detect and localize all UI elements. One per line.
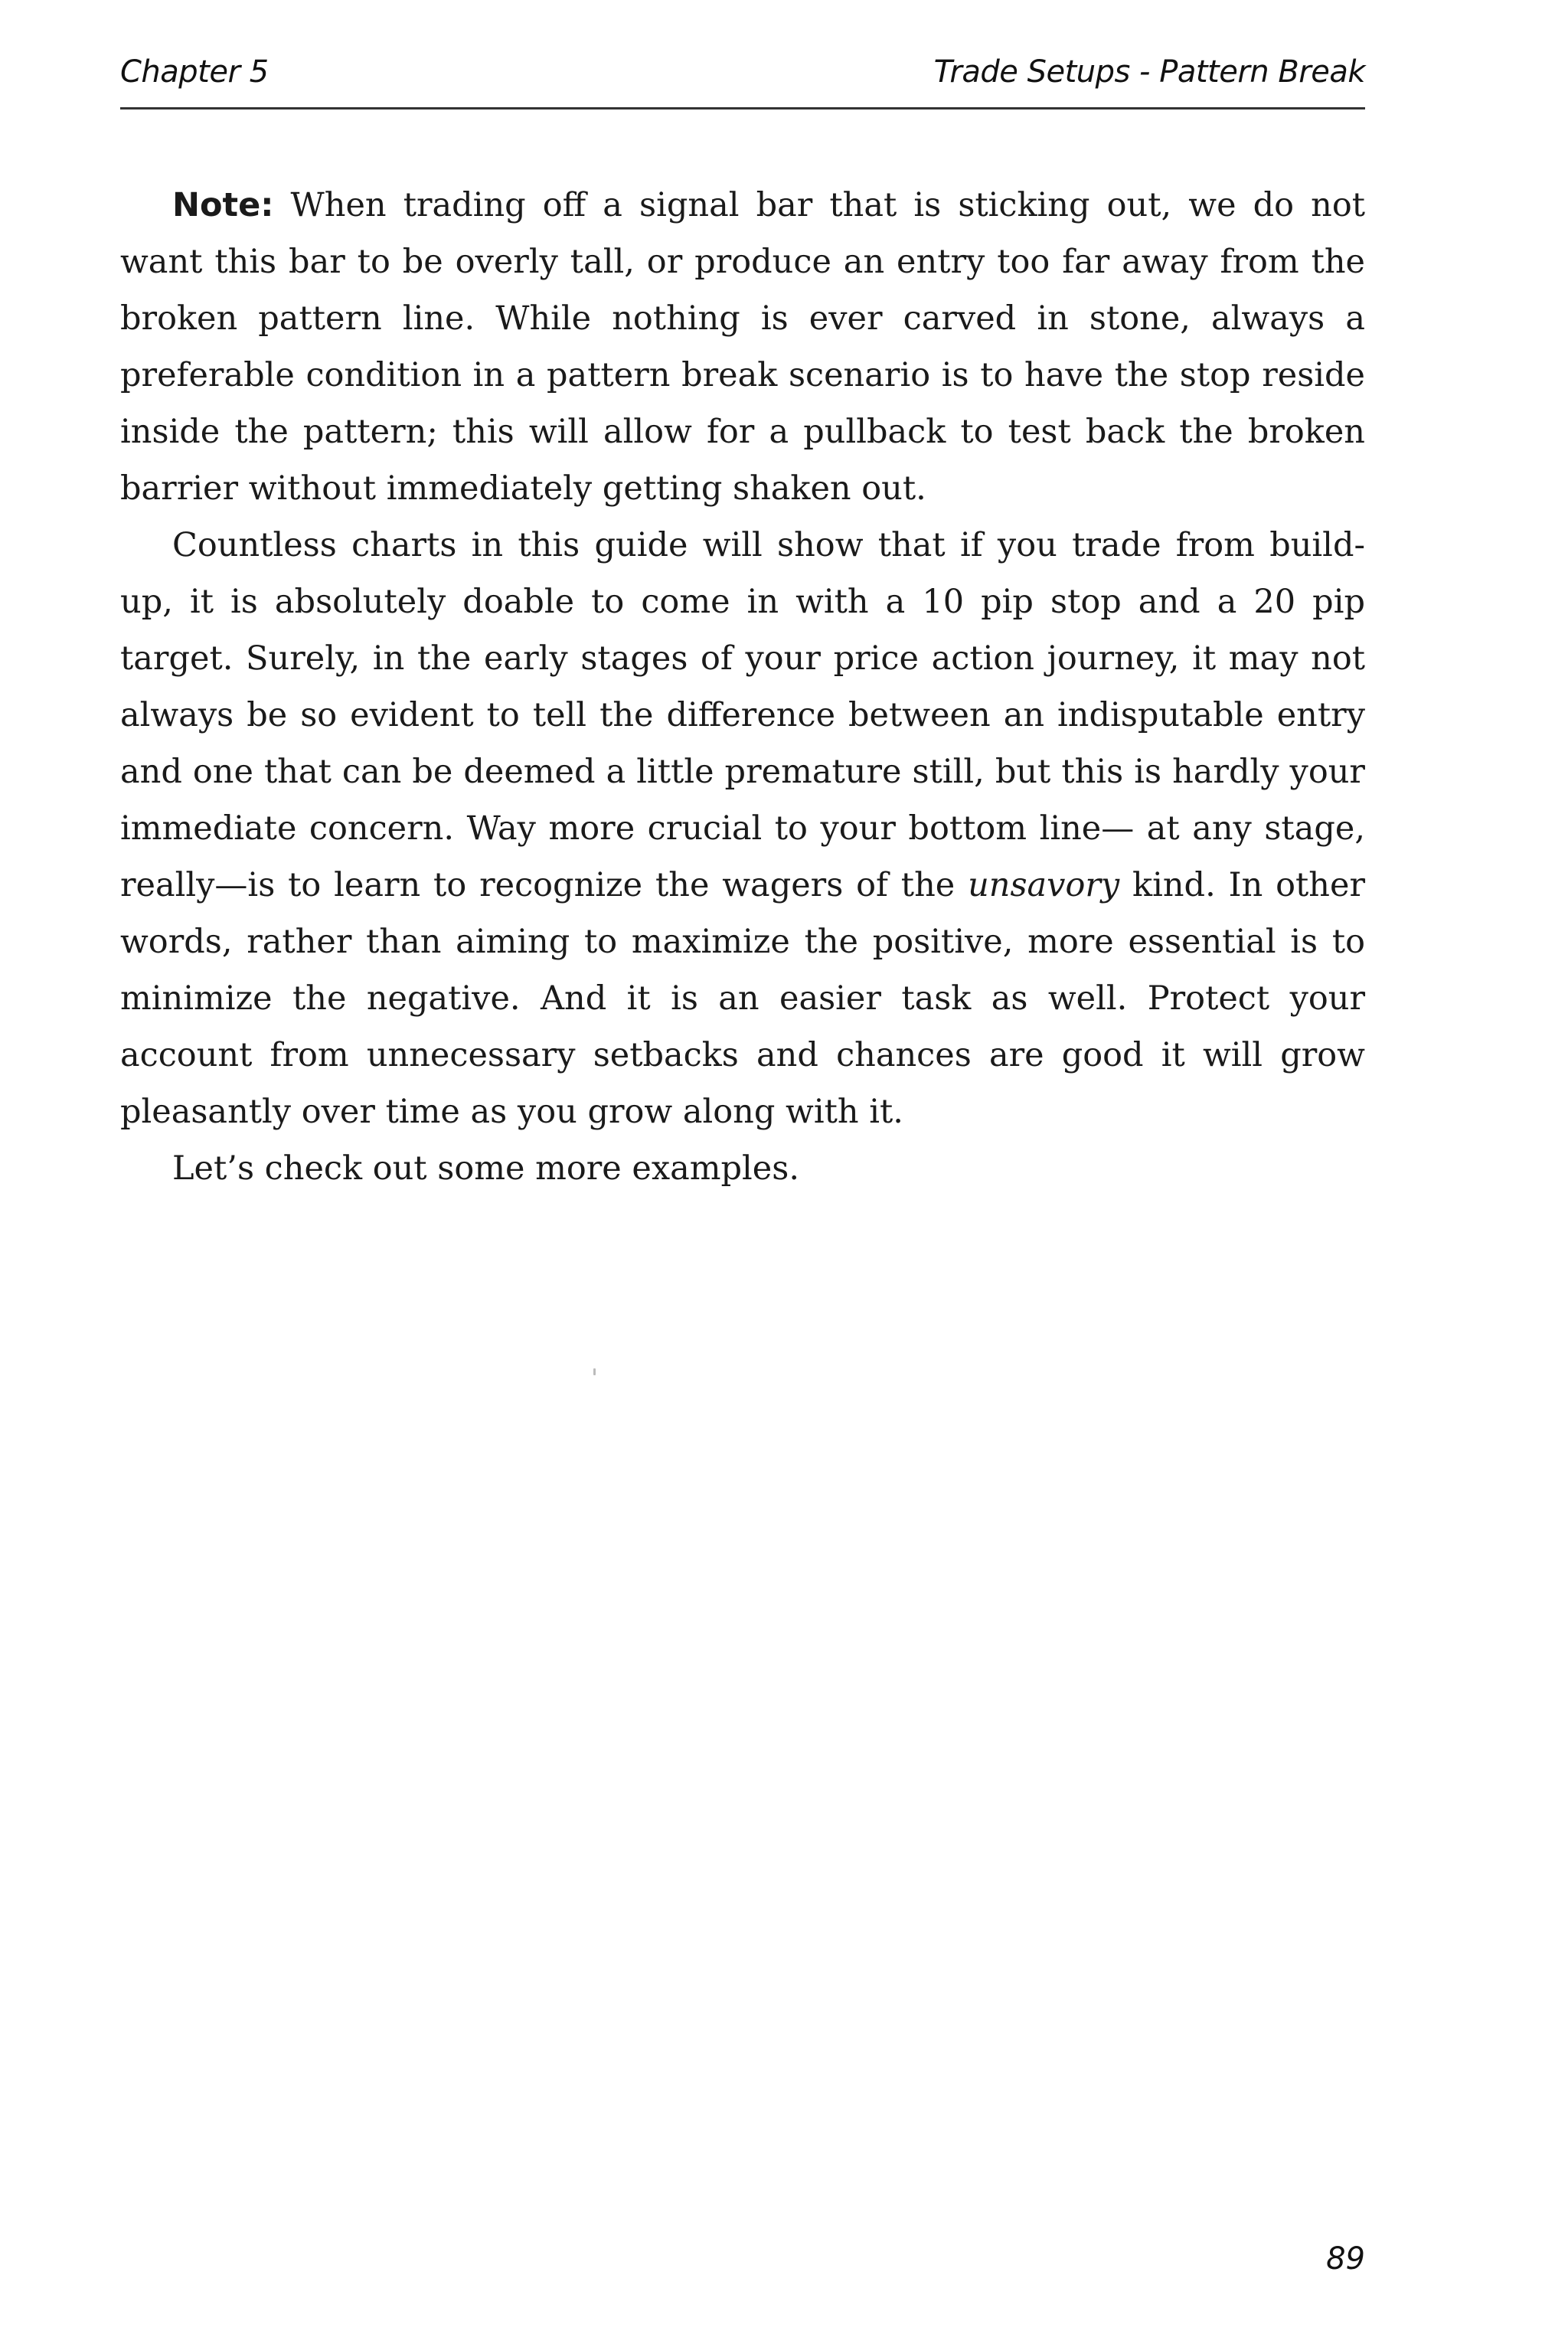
chapter-label: Chapter 5: [120, 54, 269, 90]
closing-paragraph: Let’s check out some more examples.: [172, 1149, 799, 1188]
paragraph-text: Countless charts in this guide will show that if you trade from build-up, it is absolutely doable to come in with a 10 pip stop and a 20 pip target. Surely, in the early stages of your price action journey, it may not always be so evident to tell the difference between an indisputable entry and one that can be deemed a little premature still, but this is hardly your immediate concern. Way more crucial to your bottom line— at any stage, really—is to learn to recognize the wagers of the: [120, 526, 1365, 904]
paragraph-text-continued: kind. In other words, rather than aiming to maximize the positive, more essential is to minimize the negative. And it is an easier task as well. Protect your account from unnecessary setbacks and chances are good it will grow pleasantly over time as you grow along with it.: [120, 866, 1365, 1131]
section-title: Trade Setups - Pattern Break: [933, 54, 1365, 90]
page-number: 89: [1326, 2241, 1365, 2277]
body-paragraph: [120, 517, 1365, 1140]
running-header: [120, 47, 1365, 96]
body-text: [120, 177, 1365, 1197]
note-label: Note:: [172, 186, 274, 224]
stray-mark: [593, 1368, 596, 1375]
header-rule: [120, 107, 1365, 110]
emphasized-word: unsavory: [968, 866, 1120, 904]
note-paragraph: [120, 177, 1365, 517]
note-text: When trading off a signal bar that is sticking out, we do not want this bar to be overly tall, or produce an entry too far away from the broken pattern line. While nothing is ever carved in stone, always a preferable condition in a pattern break scenario is to have the stop reside inside the pattern; this will allow for a pullback to test back the broken barrier without immediately getting shaken out.: [120, 186, 1365, 508]
